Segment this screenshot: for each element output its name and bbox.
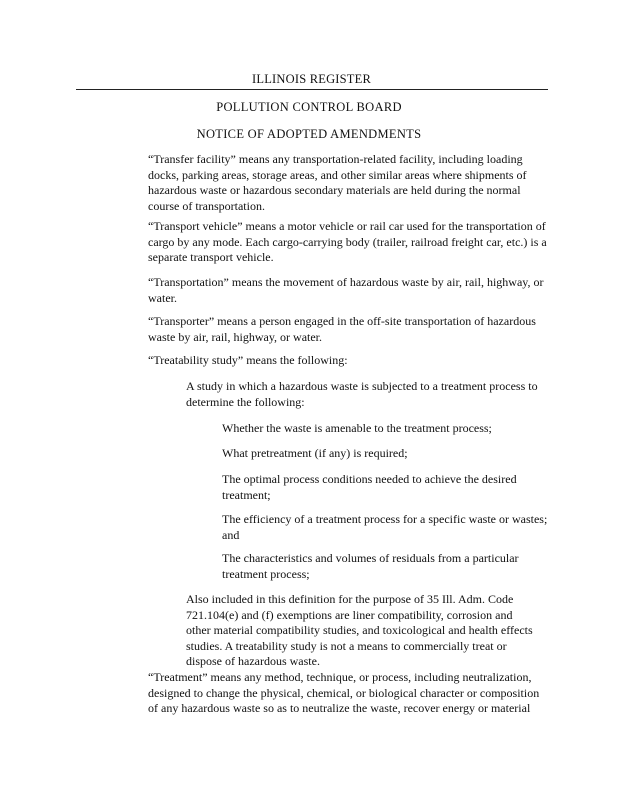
also-included-paragraph: Also included in this definition for the purpose of 35 Ill. Adm. Code 721.104(e) and (f) exemptions are liner compatibility, corrosion and other material compatibility studies, and toxicological and health effects studies. A treatability study is not a means to commercially treat or dispose of hazardous waste. xyxy=(186,592,533,669)
definition-transport-vehicle: “Transport vehicle” means a motor vehicle or rail car used for the transportation of cargo by any mode. Each cargo-carrying body (trailer, railroad freight car, etc.) is a separate transport vehicle. xyxy=(148,219,547,265)
list-item: The characteristics and volumes of residuals from a particular treatment process; xyxy=(222,551,519,581)
treatability-study-paragraph: A study in which a hazardous waste is subjected to a treatment process to determine the following: xyxy=(186,379,538,409)
definition-treatment: “Treatment” means any method, technique, or process, including neutralization, designed to change the physical, chemical, or biological character or composition of any hazardous waste so as to neutralize the waste, recover energy or material xyxy=(148,670,540,716)
list-item: What pretreatment (if any) is required; xyxy=(222,446,408,460)
definition-transfer-facility: “Transfer facility” means any transportation-related facility, including loading docks, parking areas, storage areas, and other similar areas where shipments of hazardous waste or hazardous secondary materials are held during the normal course of transportation. xyxy=(148,152,527,213)
list-item: Whether the waste is amenable to the treatment process; xyxy=(222,421,492,435)
notice-title: NOTICE OF ADOPTED AMENDMENTS xyxy=(196,127,422,141)
register-title: ILLINOIS REGISTER xyxy=(250,72,384,87)
definition-transporter: “Transporter” means a person engaged in the off-site transportation of hazardous waste by air, rail, highway, or water. xyxy=(148,314,536,344)
board-name: POLLUTION CONTROL BOARD xyxy=(216,100,402,114)
list-item: The optimal process conditions needed to achieve the desired treatment; xyxy=(222,472,517,502)
definition-transportation: “Transportation” means the movement of hazardous waste by air, rail, highway, or water. xyxy=(148,275,544,305)
list-item: The efficiency of a treatment process for a specific waste or wastes; and xyxy=(222,512,548,542)
definition-treatability-intro: “Treatability study” means the following: xyxy=(148,353,348,367)
